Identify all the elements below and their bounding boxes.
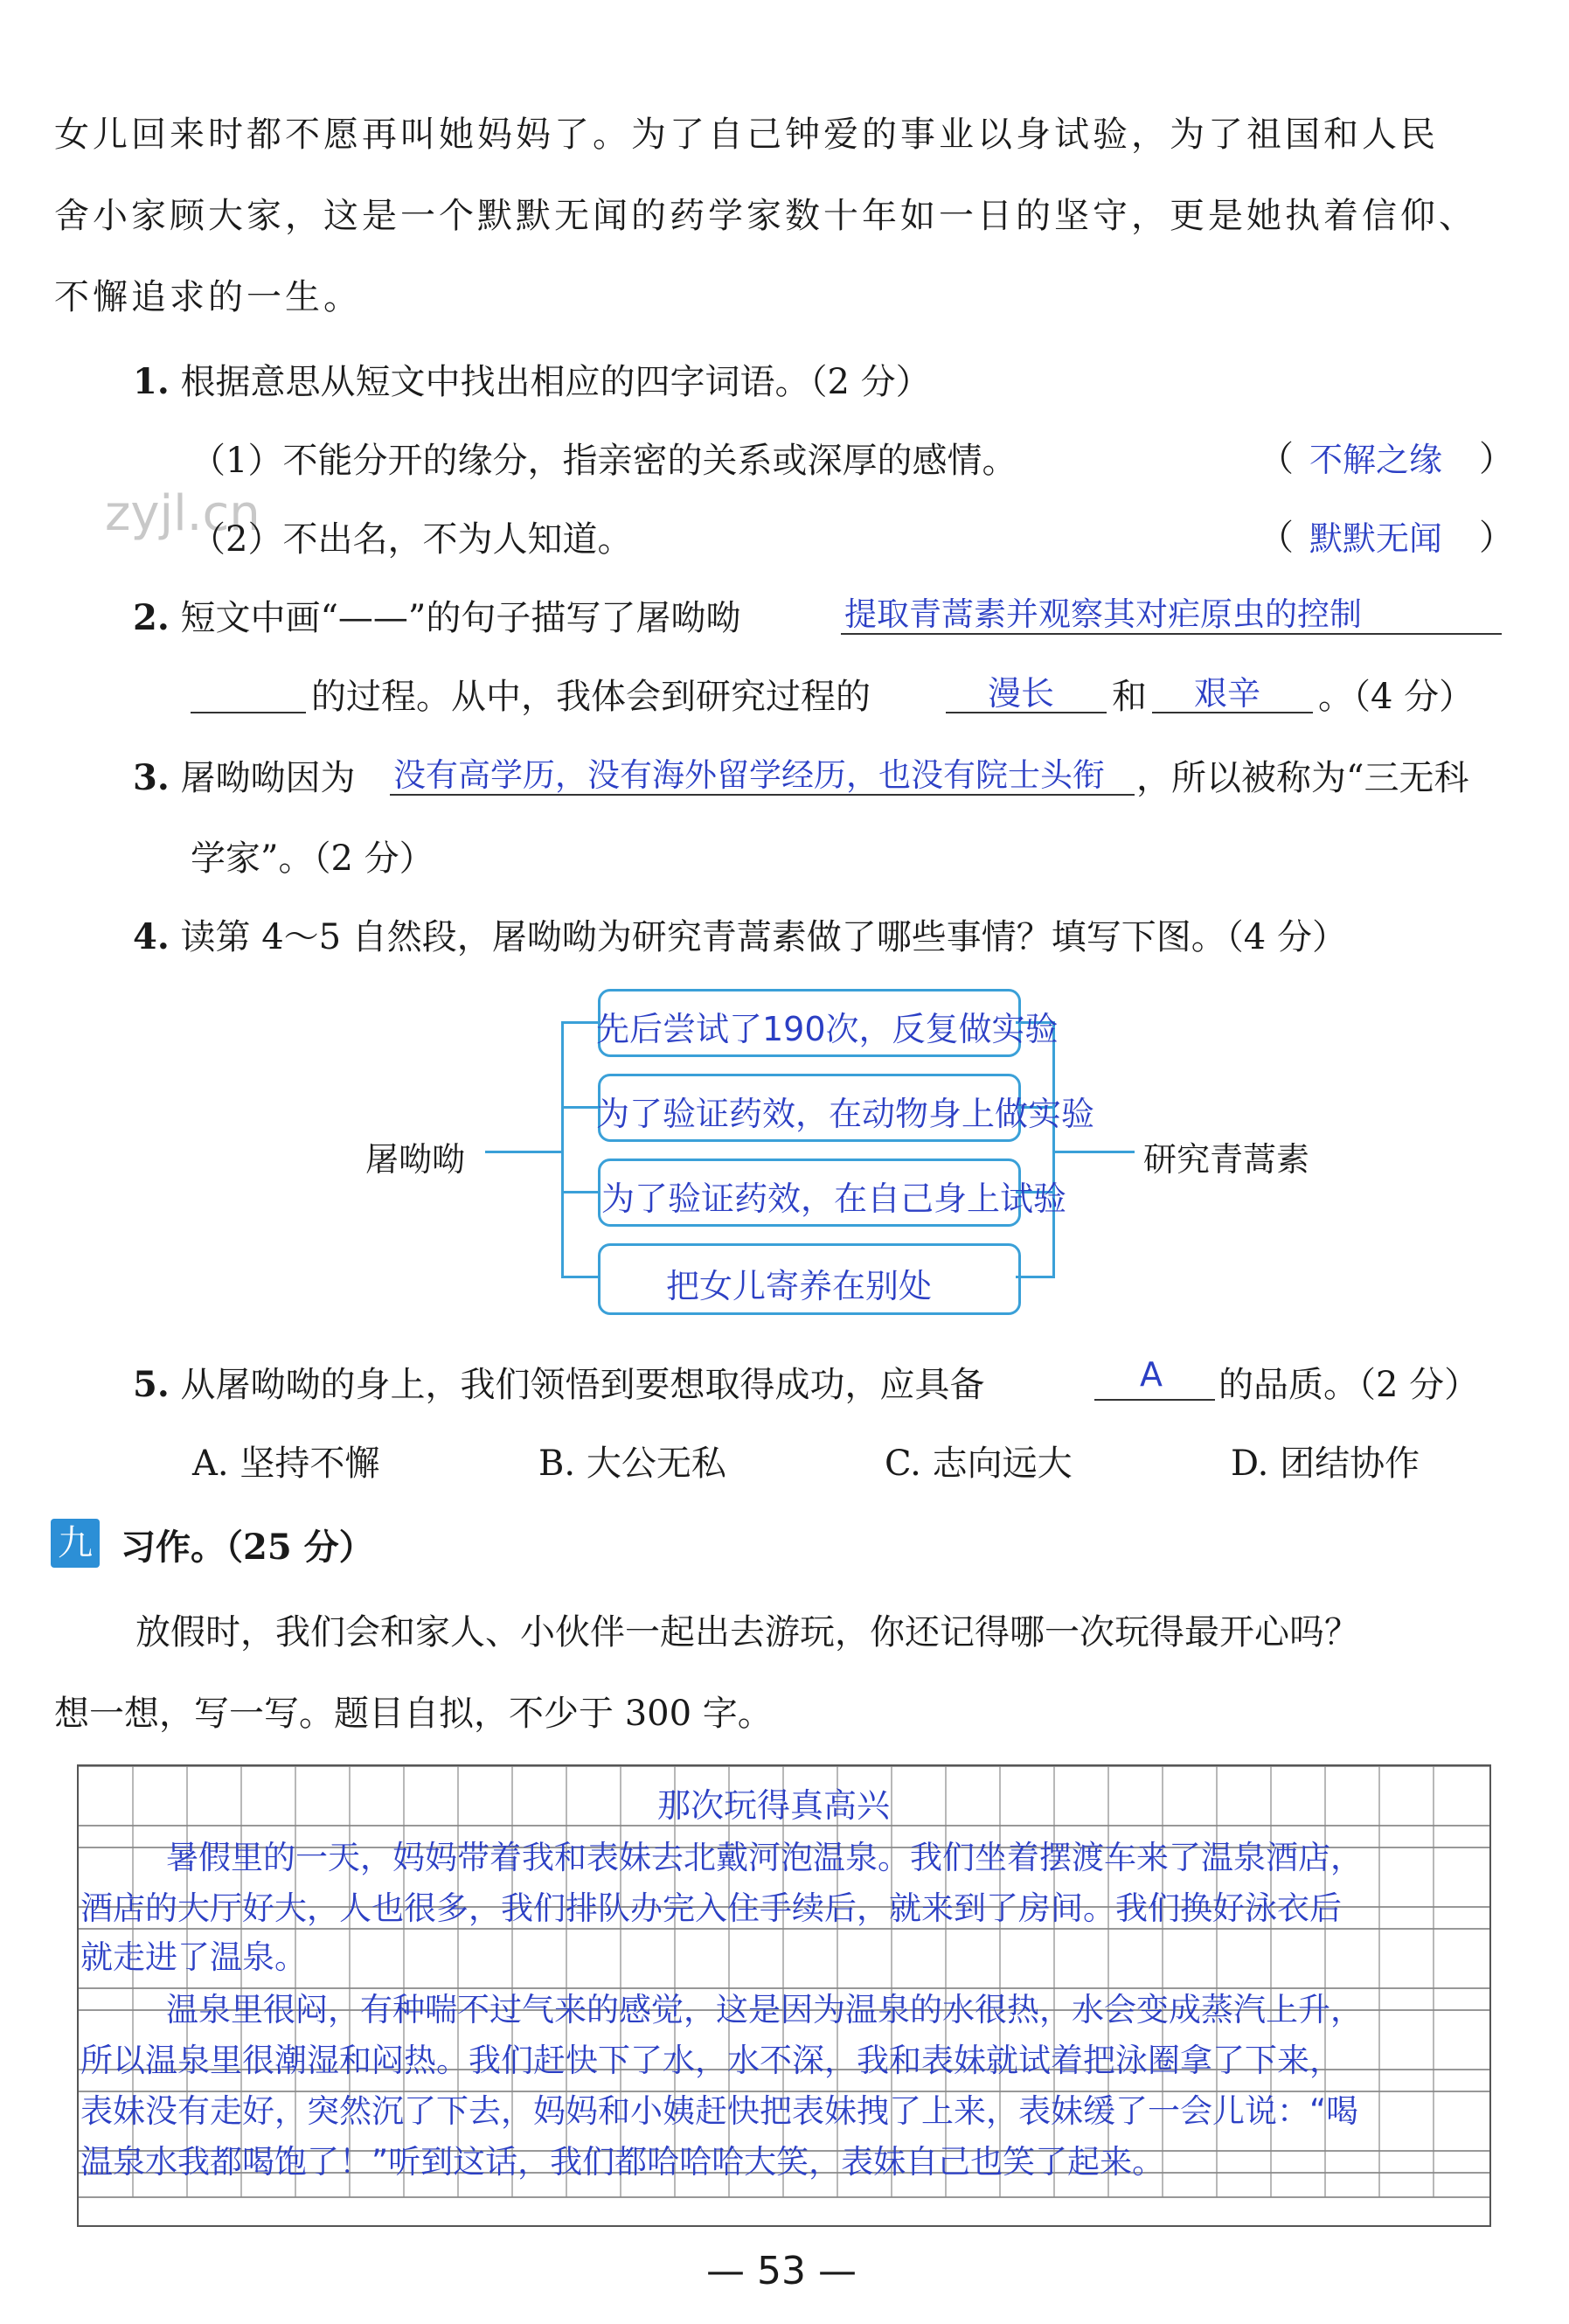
diagram-right-bracket [1052,1021,1055,1278]
section-9-prompt-1: 放假时，我们会和家人、小伙伴一起出去游玩，你还记得哪一次玩得最开心吗？ [135,1612,1359,1653]
q2-answer-b: 漫长 [988,674,1055,713]
q5-answer: A [1140,1355,1163,1394]
q2-blank-a-cont [191,670,306,713]
q1-sub2-answer: 默默无闻 [1309,519,1443,558]
q1-sub1-close-paren: ） [1479,439,1514,479]
diagram-left-tick-3 [561,1191,600,1193]
q2-answer-c: 艰辛 [1194,674,1261,713]
q5-option-c[interactable]: C. 志向远大 [885,1444,1073,1484]
q3-prompt-a [133,750,355,800]
q5-option-b[interactable]: B. 大公无私 [538,1444,726,1484]
q4-number: 4. [133,916,170,957]
diagram-box-3-text: 为了验证药效，在自己身上试验 [601,1179,1067,1218]
q2-answer-a: 提取青蒿素并观察其对疟原虫的控制 [844,595,1362,633]
passage-line-2: 舍小家顾大家，这是一个默默无闻的药学家数十年如一日的坚守，更是她执着信仰、 [54,196,1477,236]
passage-line-1: 女儿回来时都不愿再叫她妈妈了。为了自己钟爱的事业以身试验，为了祖国和人民 [54,115,1439,155]
diagram-left-bracket [561,1021,564,1277]
q5-prompt-a [133,1357,984,1407]
essay-title: 那次玩得真高兴 [657,1786,891,1825]
q5-number: 5. [133,1364,170,1405]
q5-option-a[interactable]: A. 坚持不懈 [192,1444,380,1484]
diagram-box-1-text: 先后尝试了190次，反复做实验 [596,1010,1059,1048]
q2-text-d: 。（4 分） [1318,677,1475,717]
section-9-badge: 九 [51,1519,100,1568]
q5-text-b: 的品质。（2 分） [1218,1365,1480,1405]
essay-line-1: 暑假里的一天，妈妈带着我和表妹去北戴河泡温泉。我们坐着摆渡车来了温泉酒店， [166,1839,1363,1876]
essay-line-4: 温泉里很闷，有种喘不过气来的感觉，这是因为温泉的水很热，水会变成蒸汽上升， [166,1991,1363,2028]
q3-text-c: 学家”。（2 分） [191,838,434,879]
passage-line-3: 不懈追求的一生。 [54,277,362,317]
diagram-right-connector [1052,1151,1135,1153]
diagram-box-2-text: 为了验证药效，在动物身上做实验 [596,1095,1095,1133]
q1-text: 根据意思从短文中找出相应的四字词语。（2 分） [180,362,931,402]
section-9-prompt-2: 想一想，写一写。题目自拟，不少于 300 字。 [54,1694,773,1734]
q1-sub1: （1）不能分开的缘分，指亲密的关系或深厚的感情。 [191,441,1017,481]
essay-line-7: 温泉水我都喝饱了！”听到这话，我们都哈哈哈大笑，表妹自己也笑了起来。 [80,2143,1165,2181]
q1-sub2-close-paren: ） [1479,518,1514,558]
q3-text-a: 屠呦呦因为 [180,758,356,798]
q3-number: 3. [133,757,170,798]
q2-number: 2. [133,597,170,638]
diagram-right-tick-4 [1016,1276,1054,1278]
q2-prompt-a [133,590,740,640]
q5-option-d[interactable]: D. 团结协作 [1231,1444,1420,1484]
section-9-title: 习作。（25 分） [121,1527,374,1568]
diagram-left-tick-1 [561,1021,600,1024]
essay-line-6: 表妹没有走好，突然沉了下去，妈妈和小姨赶快把表妹拽了上来，表妹缓了一会儿说：“喝 [80,2092,1359,2130]
q4-prompt [133,909,1347,959]
q5-text-a: 从屠呦呦的身上，我们领悟到要想取得成功，应具备 [180,1365,985,1405]
diagram-left-label: 屠呦呦 [365,1140,466,1179]
watermark: zyjl.cn [105,485,260,542]
q2-text-b: 的过程。从中，我体会到研究过程的 [311,677,871,717]
diagram-box-4-text: 把女儿寄养在别处 [666,1267,933,1305]
essay-line-5: 所以温泉里很潮湿和闷热。我们赶快下了水，水不深，我和表妹就试着把泳圈拿了下来， [80,2042,1342,2079]
q1-sub1-open-paren: （ [1259,439,1294,479]
q2-text-a: 短文中画“——”的句子描写了屠呦呦 [180,598,741,638]
diagram-left-connector [485,1151,562,1153]
diagram-left-tick-2 [561,1106,600,1109]
q1-sub1-answer: 不解之缘 [1309,441,1443,479]
diagram-right-label: 研究青蒿素 [1143,1140,1310,1179]
essay-line-2: 酒店的大厅好大，人也很多，我们排队办完入住手续后，就来到了房间。我们换好泳衣后 [80,1889,1342,1927]
essay-line-3: 就走进了温泉。 [80,1938,307,1976]
q2-text-c: 和 [1112,677,1147,717]
q4-text: 读第 4～5 自然段，屠呦呦为研究青蒿素做了哪些事情？填写下图。（4 分） [180,917,1347,957]
q3-answer: 没有高学历，没有海外留学经历，也没有院士头衔 [393,756,1105,794]
page-number: — 53 — [706,2249,857,2293]
q1-sub2-open-paren: （ [1259,518,1294,558]
q1-prompt [133,354,931,404]
q3-text-b: ，所以被称为“三无科 [1136,758,1469,798]
diagram-left-tick-4 [561,1276,600,1278]
q1-number: 1. [133,361,170,402]
q1-sub2: （2）不出名，不为人知道。 [191,519,633,560]
